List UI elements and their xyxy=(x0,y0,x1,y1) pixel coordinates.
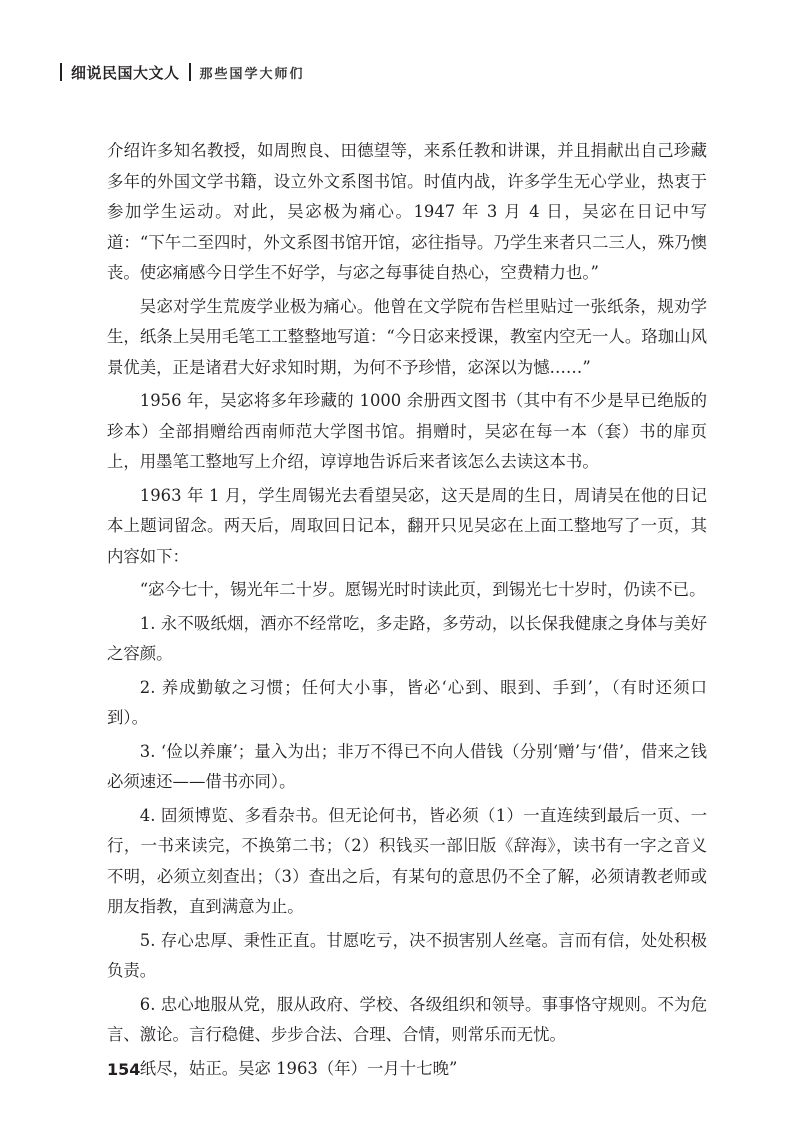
diary-inscription-item: 3. ‘俭以养廉’；量入为出；非万不得已不向人借钱（分别‘赠’与‘借’，借来之钱必须速还——借书亦同）。 xyxy=(107,741,707,791)
diary-inscription-item: 4. 固须博览、多看杂书。但无论何书，皆必须（1）一直连续到最后一页、一行，一书来读完，不换第二书；（2）积钱买一部旧版《辞海》，读书有一字之音义不明，必须立刻查出；（3）查出之后，有某句的意思仍不全了解，必须请教老师或朋友指教，直到满意为止。 xyxy=(107,805,707,916)
section-title: 那些国学大师们 xyxy=(199,66,305,82)
book-title: 细说民国大文人 xyxy=(71,63,180,82)
diary-inscription-item: 6. 忠心地服从党，服从政府、学校、各级组织和领导。事事恪守规则。不为危言、激论。言行稳健、步步合法、合理、合情，则常乐而无忧。 xyxy=(107,994,707,1044)
diary-inscription-item: 5. 存心忠厚、秉性正直。甘愿吃亏，决不损害别人丝毫。言而有信，处处积极负责。 xyxy=(107,930,707,980)
paragraph: 1963 年 1 月，学生周锡光去看望吴宓，这天是周的生日，周请吴在他的日记本上题词留念。两天后，周取回日记本，翻开只见吴宓在上面工整地写了一页，其内容如下： xyxy=(107,485,707,566)
paragraph: 1956 年，吴宓将多年珍藏的 1000 余册西文图书（其中有不少是早已绝版的珍本）全部捐赠给西南师范大学图书馆。捐赠时，吴宓在每一本（套）书的扉页上，用墨笔工整地写上介绍，谆谆地告诉后来者该怎么去读这本书。 xyxy=(107,391,707,471)
running-header xyxy=(60,60,305,84)
paragraph: 介绍许多知名教授，如周煦良、田德望等，来系任教和讲课，并且捐献出自己珍藏多年的外国文学书籍，设立外文系图书馆。时值内战，许多学生无心学业，热衷于参加学生运动。对此，吴宓极为痛心。1947 年 3 月 4 日，吴宓在日记中写道：“下午二至四时，外文系图书馆开馆，宓往指导。乃学生来者只二三人，殊乃懊丧。使宓痛感今日学生不好学，与宓之每事徒自热心，空费精力也。” xyxy=(107,141,707,282)
header-divider xyxy=(189,63,191,81)
diary-inscription-item: 1. 永不吸纸烟，酒亦不经常吃，多走路，多劳动，以长保我健康之身体与美好之容颜。 xyxy=(107,613,707,663)
page-number: 154 xyxy=(107,1060,141,1079)
diary-inscription-closing: 纸尽，姑正。吴宓 1963（年）一月十七晚” xyxy=(139,1058,458,1078)
paragraph: 吴宓对学生荒废学业极为痛心。他曾在文学院布告栏里贴过一张纸条，规劝学生，纸条上吴用毛笔工工整整地写道：“今日宓来授课，教室内空无一人。珞珈山风景优美，正是诸君大好求知时期，为何不予珍惜，宓深以为憾……” xyxy=(107,296,707,377)
header-divider xyxy=(60,63,62,81)
body-text xyxy=(107,136,707,1087)
diary-inscription-item: 2. 养成勤敏之习惯；任何大小事，皆必‘心到、眼到、手到’，（有时还须口到）。 xyxy=(107,677,707,727)
diary-inscription-opening: “宓今七十，锡光年二十岁。愿锡光时时读此页，到锡光七十岁时，仍读不已。 xyxy=(139,580,706,599)
